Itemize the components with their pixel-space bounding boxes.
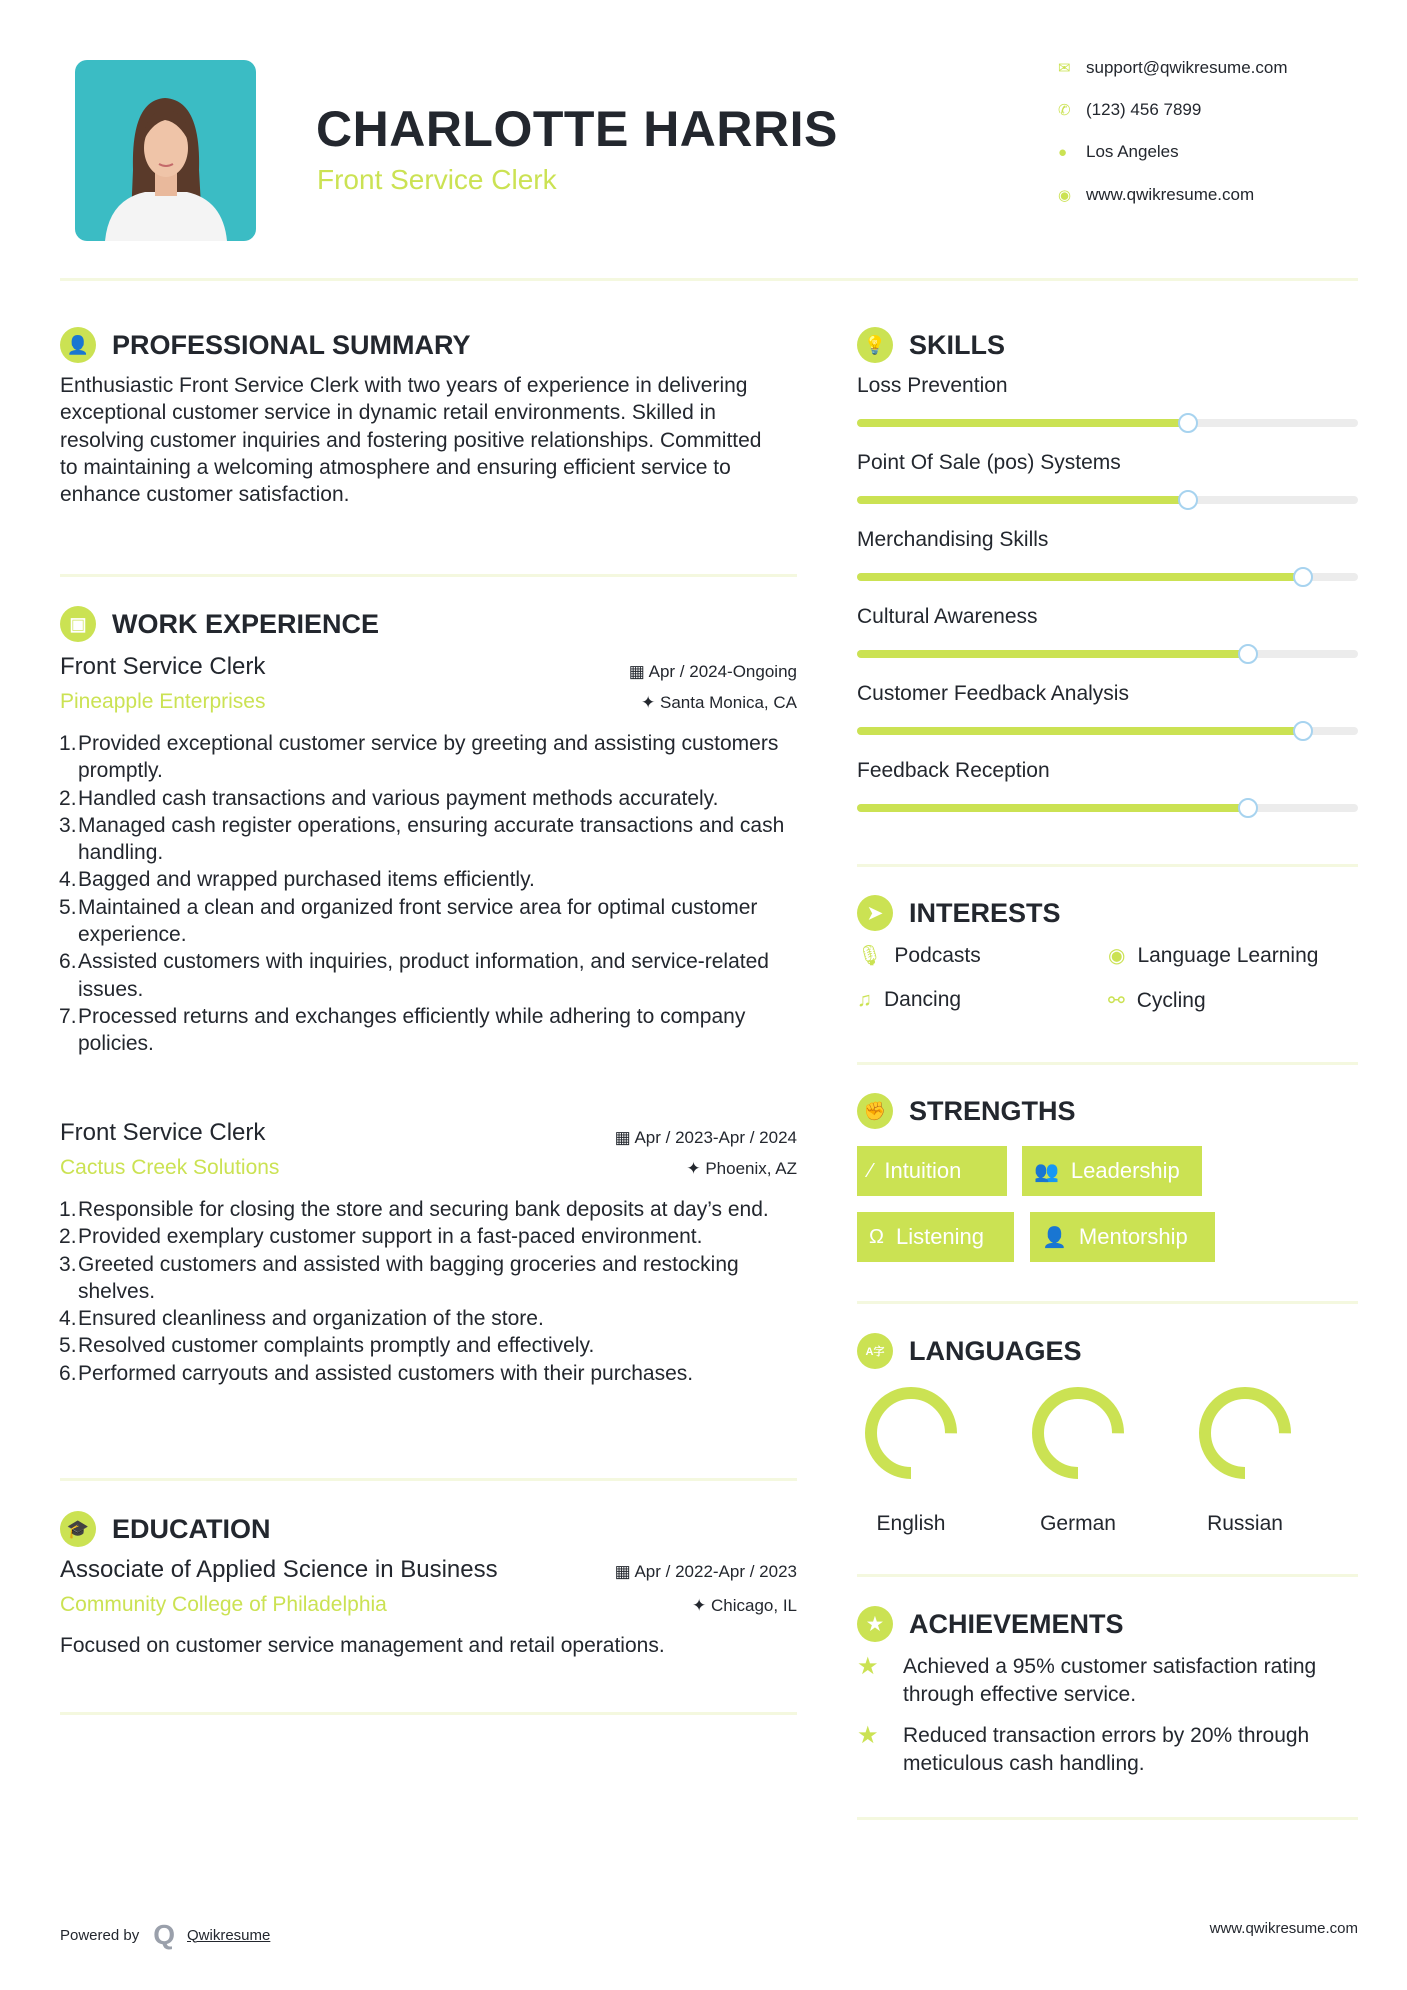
contact-phone [1058,100,1201,120]
skill-bar [857,804,1358,812]
skills-list [857,374,1358,836]
job-title: Front Service Clerk [60,653,266,680]
headphones-icon: Ω [869,1225,884,1248]
star-icon: ★ [857,1653,879,1680]
job-bullets [60,1196,800,1387]
language-name: Russian [1207,1512,1283,1535]
qwikresume-link[interactable]: Qwikresume [187,1926,271,1944]
job-bullet: Responsible for closing the store and securing bank deposits at day’s end. [78,1198,769,1221]
strengths-heading: ✊ STRENGTHS [857,1093,1076,1129]
language-icon: A字 [857,1333,893,1369]
skill-bar-fill [857,419,1188,427]
skill-bar-knob [1293,721,1313,741]
interest-item: ♫ Dancing [857,988,962,1011]
star-icon: ★ [857,1722,879,1749]
job-bullet: Greeted customers and assisted with bagging groceries and restocking shelves. [78,1252,739,1303]
education-heading: 🎓 EDUCATION [60,1511,271,1547]
interest-item: ◉ Language Learning [1108,943,1319,967]
job-bullet: Ensured cleanliness and organization of the store. [78,1307,544,1331]
skill-bar-fill [857,804,1248,812]
skill-bar [857,727,1358,735]
calendar-icon: ▦ [614,1128,635,1147]
skills-heading: 💡 SKILLS [857,327,1005,363]
divider [857,1301,1358,1304]
divider [857,1574,1358,1577]
job-bullet: Bagged and wrapped purchased items efficiently. [78,868,535,892]
microphone-icon: 🎙 [857,945,883,967]
job-bullet: Resolved customer complaints promptly and effectively. [78,1334,595,1358]
interest-item: ⚯ Cycling [1108,988,1206,1012]
job-bullet: Provided exceptional customer service by greeting and assisting customers promptly. [78,732,779,783]
strength-tag: 👥 Leadership [1022,1146,1202,1196]
contact-website-text: www.qwikresume.com [1086,185,1255,204]
skill-name: Cultural Awareness [857,605,1038,628]
language-ring [1175,1385,1315,1481]
group-icon: 👥 [1034,1160,1059,1183]
summary-heading: 👤 PROFESSIONAL SUMMARY [60,327,471,363]
job-bullet: Handled cash transactions and various payment methods accurately. [78,786,719,810]
user-icon: 👤 [60,327,96,363]
skill-bar-knob [1178,413,1198,433]
language-ring [1008,1385,1148,1481]
job-company: Cactus Creek Solutions [60,1156,280,1179]
skill-bar-fill [857,573,1303,581]
contact-location [1058,142,1179,162]
user-plus-icon: 👤 [1042,1226,1067,1249]
skill-bar-fill [857,650,1248,658]
footer-powered-by [60,1919,270,1951]
strength-tag: Ω Listening [857,1212,1014,1262]
calendar-icon: ▦ [628,662,649,681]
skill-item [857,605,1358,682]
contact-email-text: support@qwikresume.com [1086,58,1288,77]
pin-icon: ✦ [692,1596,711,1615]
fist-icon: ✊ [857,1093,893,1129]
skill-item [857,528,1358,605]
job-bullet: Maintained a clean and organized front service area for optimal customer experience. [78,895,758,947]
header-divider [60,278,1358,281]
achievements-heading: ★ ACHIEVEMENTS [857,1606,1124,1642]
skill-name: Customer Feedback Analysis [857,682,1129,705]
achievement-item: ★ Achieved a 95% customer satisfaction rating through effective service. [857,1653,1317,1709]
skill-item [857,682,1358,759]
skill-bar-knob [1178,490,1198,510]
divider [60,1478,797,1481]
skill-item [857,451,1358,528]
globe-icon: ◉ [1108,945,1126,967]
contact-location-text: Los Angeles [1086,142,1179,161]
achievement-item: ★ Reduced transaction errors by 20% through meticulous cash handling. [857,1722,1317,1778]
skill-name: Loss Prevention [857,374,1008,397]
interest-item: 🎙 Podcasts [857,943,981,967]
job-location: ✦ Santa Monica, CA [641,693,797,712]
language-ring-arc [1038,1393,1118,1473]
globe-icon: ◉ [1058,187,1072,204]
pin-icon: ✦ [641,693,660,712]
contact-email[interactable] [1058,58,1288,78]
strength-tag: 👤 Mentorship [1030,1212,1215,1262]
map-pin-icon: ● [1058,143,1068,161]
strength-tag: ⁄ Intuition [857,1146,1007,1196]
job-dates: ▦ Apr / 2023-Apr / 2024 [614,1128,797,1147]
divider [60,1712,797,1715]
divider [857,1062,1358,1065]
job-bullets [60,730,800,1058]
skill-bar [857,573,1358,581]
language-ring [841,1385,981,1481]
calendar-icon: ▦ [614,1562,635,1581]
skill-bar [857,650,1358,658]
education-location: ✦ Chicago, IL [692,1596,797,1615]
powered-by-label: Powered by [60,1926,140,1944]
education-dates: ▦ Apr / 2022-Apr / 2023 [614,1562,797,1581]
pin-icon: ✦ [686,1159,706,1178]
job-bullet: Provided exemplary customer support in a fast-paced environment. [78,1225,703,1249]
job-company: Pineapple Enterprises [60,690,266,713]
language-item [841,1385,981,1536]
candidate-title: Front Service Clerk [317,164,557,195]
skill-bar-knob [1293,567,1313,587]
lightbulb-icon: 💡 [857,327,893,363]
skill-bar [857,496,1358,504]
job-location: ✦ Phoenix, AZ [686,1159,797,1178]
degree: Associate of Applied Science in Business [60,1556,498,1583]
skill-bar-knob [1238,644,1258,664]
skill-bar [857,419,1358,427]
skill-bar-fill [857,496,1188,504]
skill-bar-knob [1238,798,1258,818]
bicycle-icon: ⚯ [1108,990,1125,1012]
footer-website[interactable]: www.qwikresume.com [1209,1920,1358,1937]
trophy-icon: ★ [857,1606,893,1642]
language-name: English [876,1512,946,1535]
skill-bar-fill [857,727,1303,735]
language-item [1175,1385,1315,1536]
magic-wand-icon: ⁄ [869,1159,873,1182]
candidate-name: CHARLOTTE HARRIS [316,101,838,157]
divider [857,864,1358,867]
job-dates: ▦ Apr / 2024-Ongoing [628,662,797,681]
summary-text: Enthusiastic Front Service Clerk with two years of experience in delivering exceptional customer service in dynamic retail environments. Skilled in resolving customer inquiries and fostering positive relationships. Committed to maintaining a welcoming atmosphere and ensuring efficient service to enhance customer satisfaction. [60,374,762,507]
job-title: Front Service Clerk [60,1119,266,1146]
divider [857,1817,1358,1820]
language-ring-arc [1205,1393,1285,1473]
skill-name: Merchandising Skills [857,528,1049,551]
language-item [1008,1385,1148,1536]
skill-item [857,374,1358,451]
interests-heading: ➤ INTERESTS [857,895,1061,931]
languages-heading: A字 LANGUAGES [857,1333,1082,1369]
language-name: German [1040,1512,1116,1535]
job-bullet: Processed returns and exchanges efficiently while adhering to company policies. [78,1004,746,1056]
envelope-icon: ✉ [1058,60,1071,77]
skill-name: Point Of Sale (pos) Systems [857,451,1121,474]
experience-heading: ▣ WORK EXPERIENCE [60,606,379,642]
job-bullet: Managed cash register operations, ensuring accurate transactions and cash handling. [78,813,785,865]
qwikresume-logo-icon: Q [153,1919,175,1950]
phone-icon: ✆ [1058,102,1071,119]
language-ring-arc [871,1393,951,1473]
graduation-icon: 🎓 [60,1511,96,1547]
music-note-icon: ♫ [857,988,872,1011]
job-bullet: Performed carryouts and assisted customers with their purchases. [78,1361,694,1385]
contact-phone-text: (123) 456 7899 [1086,100,1202,119]
skill-item [857,759,1358,836]
contact-website[interactable] [1058,185,1254,205]
briefcase-icon: ▣ [60,606,96,642]
divider [60,574,797,577]
paper-plane-icon: ➤ [857,895,893,931]
skill-name: Feedback Reception [857,759,1050,782]
profile-photo [75,60,256,241]
education-description: Focused on customer service management and retail operations. [60,1634,665,1657]
job-bullet: Assisted customers with inquiries, product information, and service-related issues. [78,950,769,1001]
school: Community College of Philadelphia [60,1593,387,1616]
